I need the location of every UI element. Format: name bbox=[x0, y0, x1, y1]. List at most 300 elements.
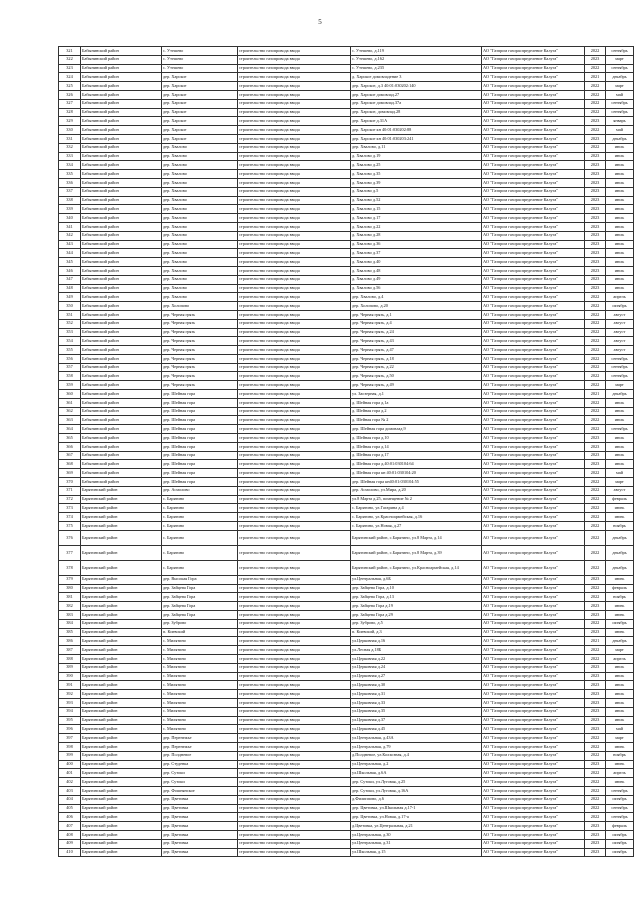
month-cell: июль bbox=[606, 231, 634, 240]
table-row bbox=[59, 584, 634, 593]
organization-cell: АО "Газпром газораспределение Калуга" bbox=[482, 504, 585, 513]
row-number-cell: 334 bbox=[59, 161, 81, 170]
settlement-cell: дер. Цветовка bbox=[162, 839, 238, 848]
organization-cell: АО "Газпром газораспределение Калуга" bbox=[482, 760, 585, 769]
work-type-cell: строительство газопровода ввода bbox=[238, 545, 351, 560]
year-cell: 2023 bbox=[585, 178, 606, 187]
organization-cell: АО "Газпром газораспределение Калуга" bbox=[482, 593, 585, 602]
district-cell: Барятинский район bbox=[81, 545, 162, 560]
district-cell: Бабынинский район bbox=[81, 434, 162, 443]
row-number-cell: 405 bbox=[59, 804, 81, 813]
row-number-cell: 376 bbox=[59, 530, 81, 545]
work-type-cell: строительство газопровода ввода bbox=[238, 64, 351, 73]
address-cell: дер. Черная грязь, д.43 bbox=[351, 337, 482, 346]
month-cell: июль bbox=[606, 152, 634, 161]
month-cell: сентябрь bbox=[606, 372, 634, 381]
row-number-cell: 400 bbox=[59, 760, 81, 769]
year-cell: 2023 bbox=[585, 134, 606, 143]
address-cell: дер. Черная грязь, д.47 bbox=[351, 346, 482, 355]
organization-cell: АО "Газпром газораспределение Калуга" bbox=[482, 319, 585, 328]
address-cell: дер. Харское, д.3 40:01:030202:140 bbox=[351, 82, 482, 91]
year-cell: 2022 bbox=[585, 293, 606, 302]
table-row bbox=[59, 451, 634, 460]
year-cell: 2023 bbox=[585, 187, 606, 196]
table-row bbox=[59, 545, 634, 560]
district-cell: Бабынинский район bbox=[81, 460, 162, 469]
district-cell: Барятинский район bbox=[81, 575, 162, 584]
work-type-cell: строительство газопровода ввода bbox=[238, 575, 351, 584]
work-type-cell: строительство газопровода ввода bbox=[238, 742, 351, 751]
district-cell: Барятинский район bbox=[81, 522, 162, 531]
month-cell: март bbox=[606, 381, 634, 390]
organization-cell: АО "Газпром газораспределение Калуга" bbox=[482, 170, 585, 179]
district-cell: Барятинский район bbox=[81, 769, 162, 778]
year-cell: 2022 bbox=[585, 522, 606, 531]
district-cell: Барятинский район bbox=[81, 751, 162, 760]
address-cell: ул.Церковная д.30 bbox=[351, 681, 482, 690]
address-cell: д. Хвалово д.28 bbox=[351, 231, 482, 240]
district-cell: Бабынинский район bbox=[81, 319, 162, 328]
row-number-cell: 324 bbox=[59, 73, 81, 82]
settlement-cell: с. Барятино bbox=[162, 522, 238, 531]
district-cell: Барятинский район bbox=[81, 681, 162, 690]
row-number-cell: 394 bbox=[59, 707, 81, 716]
month-cell: июнь bbox=[606, 602, 634, 611]
row-number-cell: 372 bbox=[59, 495, 81, 504]
work-type-cell: строительство газопровода ввода bbox=[238, 495, 351, 504]
district-cell: Бабынинский район bbox=[81, 205, 162, 214]
work-type-cell: строительство газопровода ввода bbox=[238, 143, 351, 152]
work-type-cell: строительство газопровода ввода bbox=[238, 778, 351, 787]
address-cell: д. Хвалово д.19 bbox=[351, 152, 482, 161]
work-type-cell: строительство газопровода ввода bbox=[238, 319, 351, 328]
table-row bbox=[59, 637, 634, 646]
district-cell: Барятинский район bbox=[81, 734, 162, 743]
row-number-cell: 363 bbox=[59, 416, 81, 425]
table-row bbox=[59, 804, 634, 813]
work-type-cell: строительство газопровода ввода bbox=[238, 442, 351, 451]
organization-cell: АО "Газпром газораспределение Калуга" bbox=[482, 672, 585, 681]
year-cell: 2023 bbox=[585, 681, 606, 690]
organization-cell: АО "Газпром газораспределение Калуга" bbox=[482, 637, 585, 646]
district-cell: Барятинский район bbox=[81, 504, 162, 513]
month-cell: август bbox=[606, 486, 634, 495]
year-cell: 2022 bbox=[585, 90, 606, 99]
district-cell: Бабынинский район bbox=[81, 337, 162, 346]
organization-cell: АО "Газпром газораспределение Калуга" bbox=[482, 161, 585, 170]
address-cell: ул.Центральная, д.2 bbox=[351, 760, 482, 769]
organization-cell: АО "Газпром газораспределение Калуга" bbox=[482, 407, 585, 416]
year-cell: 2023 bbox=[585, 434, 606, 443]
month-cell: февраль bbox=[606, 584, 634, 593]
month-cell: декабрь bbox=[606, 390, 634, 399]
year-cell: 2022 bbox=[585, 310, 606, 319]
table-row bbox=[59, 504, 634, 513]
organization-cell: АО "Газпром газораспределение Калуга" bbox=[482, 813, 585, 822]
row-number-cell: 325 bbox=[59, 82, 81, 91]
row-number-cell: 364 bbox=[59, 425, 81, 434]
table-row bbox=[59, 319, 634, 328]
row-number-cell: 340 bbox=[59, 214, 81, 223]
address-cell: ул.Центральная, д.30 bbox=[351, 830, 482, 839]
settlement-cell: дер. Хвалово bbox=[162, 152, 238, 161]
month-cell: октябрь bbox=[606, 839, 634, 848]
year-cell: 2023 bbox=[585, 249, 606, 258]
table-row bbox=[59, 152, 634, 161]
year-cell: 2023 bbox=[585, 830, 606, 839]
year-cell: 2022 bbox=[585, 486, 606, 495]
table-row bbox=[59, 381, 634, 390]
district-cell: Бабынинский район bbox=[81, 214, 162, 223]
organization-cell: АО "Газпром газораспределение Калуга" bbox=[482, 628, 585, 637]
settlement-cell: с. Барятино bbox=[162, 504, 238, 513]
district-cell: Бабынинский район bbox=[81, 258, 162, 267]
address-cell: дер. Зайцева Гора, д.10 bbox=[351, 584, 482, 593]
organization-cell: АО "Газпром газораспределение Калуга" bbox=[482, 187, 585, 196]
row-number-cell: 403 bbox=[59, 786, 81, 795]
month-cell: ноябрь bbox=[606, 751, 634, 760]
work-type-cell: строительство газопровода ввода bbox=[238, 530, 351, 545]
address-cell: д. Хвалово д.40 bbox=[351, 258, 482, 267]
month-cell: июль bbox=[606, 434, 634, 443]
year-cell: 2021 bbox=[585, 73, 606, 82]
address-cell: д. Хвалово д.17 bbox=[351, 214, 482, 223]
organization-cell: АО "Газпром газораспределение Калуга" bbox=[482, 416, 585, 425]
month-cell: июль bbox=[606, 161, 634, 170]
district-cell: Бабынинский район bbox=[81, 372, 162, 381]
settlement-cell: дер. Черная грязь bbox=[162, 337, 238, 346]
settlement-cell: дер. Хвалово bbox=[162, 249, 238, 258]
address-cell: с. Барятино, ул.Новая, д.27 bbox=[351, 522, 482, 531]
settlement-cell: дер. Черная грязь bbox=[162, 354, 238, 363]
address-cell: дер. Зуброво, д.5 bbox=[351, 619, 482, 628]
year-cell: 2023 bbox=[585, 275, 606, 284]
row-number-cell: 378 bbox=[59, 560, 81, 575]
month-cell: ноябрь bbox=[606, 522, 634, 531]
month-cell: июнь bbox=[606, 778, 634, 787]
year-cell: 2023 bbox=[585, 170, 606, 179]
organization-cell: АО "Газпром газораспределение Калуга" bbox=[482, 734, 585, 743]
district-cell: Барятинский район bbox=[81, 760, 162, 769]
month-cell: июнь bbox=[606, 760, 634, 769]
organization-cell: АО "Газпром газораспределение Калуга" bbox=[482, 178, 585, 187]
year-cell: 2023 bbox=[585, 716, 606, 725]
address-cell: дер. Сутоки, ул.Луговая, д.16А bbox=[351, 786, 482, 795]
table-row bbox=[59, 372, 634, 381]
work-type-cell: строительство газопровода ввода bbox=[238, 602, 351, 611]
address-cell: д. Хвалово д.56 bbox=[351, 284, 482, 293]
work-type-cell: строительство газопровода ввода bbox=[238, 698, 351, 707]
settlement-cell: дер. Хвалово bbox=[162, 178, 238, 187]
table-row bbox=[59, 575, 634, 584]
address-cell: дер. Зайцева Гора д.19 bbox=[351, 602, 482, 611]
work-type-cell: строительство газопровода ввода bbox=[238, 830, 351, 839]
settlement-cell: дер. Зайцева Гора bbox=[162, 593, 238, 602]
address-cell: д. Хвалово д.22 bbox=[351, 222, 482, 231]
year-cell: 2022 bbox=[585, 346, 606, 355]
work-type-cell: строительство газопровода ввода bbox=[238, 337, 351, 346]
settlement-cell: с. Милятино bbox=[162, 725, 238, 734]
month-cell: июль bbox=[606, 663, 634, 672]
row-number-cell: 355 bbox=[59, 346, 81, 355]
settlement-cell: дер. Черная грязь bbox=[162, 310, 238, 319]
month-cell: февраль bbox=[606, 822, 634, 831]
settlement-cell: дер. Шейная гора bbox=[162, 390, 238, 399]
work-type-cell: строительство газопровода ввода bbox=[238, 310, 351, 319]
work-type-cell: строительство газопровода ввода bbox=[238, 425, 351, 434]
settlement-cell: с. Милятино bbox=[162, 637, 238, 646]
work-type-cell: строительство газопровода ввода bbox=[238, 196, 351, 205]
month-cell: сентябрь bbox=[606, 813, 634, 822]
address-cell: дер. Харское кн 40:01:030203:241 bbox=[351, 134, 482, 143]
district-cell: Бабынинский район bbox=[81, 284, 162, 293]
month-cell: май bbox=[606, 725, 634, 734]
month-cell: сентябрь bbox=[606, 108, 634, 117]
settlement-cell: дер. Хвалово bbox=[162, 293, 238, 302]
row-number-cell: 327 bbox=[59, 99, 81, 108]
settlement-cell: дер. Хвалово bbox=[162, 161, 238, 170]
organization-cell: АО "Газпром газораспределение Калуга" bbox=[482, 434, 585, 443]
table-row bbox=[59, 813, 634, 822]
address-cell: с. Барятино, ул.Красноармейская, д.16 bbox=[351, 513, 482, 522]
district-cell: Барятинский район bbox=[81, 707, 162, 716]
district-cell: Бабынинский район bbox=[81, 64, 162, 73]
month-cell: июнь bbox=[606, 575, 634, 584]
work-type-cell: строительство газопровода ввода bbox=[238, 637, 351, 646]
address-cell: дер. Харское домовлад.37а bbox=[351, 99, 482, 108]
settlement-cell: дер. Харское bbox=[162, 73, 238, 82]
work-type-cell: строительство газопровода ввода bbox=[238, 504, 351, 513]
year-cell: 2022 bbox=[585, 47, 606, 56]
row-number-cell: 399 bbox=[59, 751, 81, 760]
work-type-cell: строительство газопровода ввода bbox=[238, 663, 351, 672]
work-type-cell: строительство газопровода ввода bbox=[238, 655, 351, 664]
work-type-cell: строительство газопровода ввода bbox=[238, 672, 351, 681]
year-cell: 2023 bbox=[585, 725, 606, 734]
month-cell: август bbox=[606, 337, 634, 346]
work-type-cell: строительство газопровода ввода bbox=[238, 170, 351, 179]
row-number-cell: 398 bbox=[59, 742, 81, 751]
organization-cell: АО "Газпром газораспределение Калуга" bbox=[482, 363, 585, 372]
settlement-cell: с. Барятино bbox=[162, 545, 238, 560]
table-row bbox=[59, 284, 634, 293]
district-cell: Бабынинский район bbox=[81, 354, 162, 363]
district-cell: Барятинский район bbox=[81, 778, 162, 787]
address-cell: дер. Черная грязь, д.50 bbox=[351, 372, 482, 381]
district-cell: Бабынинский район bbox=[81, 416, 162, 425]
month-cell: декабрь bbox=[606, 545, 634, 560]
month-cell: август bbox=[606, 328, 634, 337]
organization-cell: АО "Газпром газораспределение Калуга" bbox=[482, 716, 585, 725]
organization-cell: АО "Газпром газораспределение Калуга" bbox=[482, 778, 585, 787]
address-cell: д.Полдневое, ул.Колхозная, д.4 bbox=[351, 751, 482, 760]
settlement-cell: дер. Шейная гора bbox=[162, 469, 238, 478]
row-number-cell: 361 bbox=[59, 398, 81, 407]
row-number-cell: 385 bbox=[59, 628, 81, 637]
row-number-cell: 375 bbox=[59, 522, 81, 531]
work-type-cell: строительство газопровода ввода bbox=[238, 593, 351, 602]
address-cell: дер. Харское домовлад.27 bbox=[351, 90, 482, 99]
district-cell: Барятинский район bbox=[81, 530, 162, 545]
year-cell: 2023 bbox=[585, 222, 606, 231]
table-row bbox=[59, 214, 634, 223]
year-cell: 2022 bbox=[585, 786, 606, 795]
month-cell: июль bbox=[606, 407, 634, 416]
address-cell: Барятинский район, с.Барятино, ул.8 Марта, д.14 bbox=[351, 530, 482, 545]
settlement-cell: дер. Хвалово bbox=[162, 222, 238, 231]
month-cell: декабрь bbox=[606, 134, 634, 143]
settlement-cell: дер. Шейная гора bbox=[162, 407, 238, 416]
row-number-cell: 356 bbox=[59, 354, 81, 363]
organization-cell: АО "Газпром газораспределение Калуга" bbox=[482, 804, 585, 813]
table-row bbox=[59, 398, 634, 407]
table-row bbox=[59, 646, 634, 655]
settlement-cell: дер. Шейная гора bbox=[162, 451, 238, 460]
settlement-cell: дер. Шейная гора bbox=[162, 398, 238, 407]
table-row bbox=[59, 611, 634, 620]
row-number-cell: 402 bbox=[59, 778, 81, 787]
work-type-cell: строительство газопровода ввода bbox=[238, 231, 351, 240]
work-type-cell: строительство газопровода ввода bbox=[238, 55, 351, 64]
table-row bbox=[59, 126, 634, 135]
work-type-cell: строительство газопровода ввода bbox=[238, 486, 351, 495]
year-cell: 2022 bbox=[585, 584, 606, 593]
settlement-cell: с. Милятино bbox=[162, 663, 238, 672]
work-type-cell: строительство газопровода ввода bbox=[238, 469, 351, 478]
month-cell: июль bbox=[606, 258, 634, 267]
row-number-cell: 373 bbox=[59, 504, 81, 513]
year-cell: 2022 bbox=[585, 495, 606, 504]
month-cell: октябрь bbox=[606, 795, 634, 804]
year-cell: 2023 bbox=[585, 848, 606, 857]
settlement-cell: дер. Зуброво bbox=[162, 619, 238, 628]
row-number-cell: 346 bbox=[59, 266, 81, 275]
settlement-cell: дер. Харское bbox=[162, 90, 238, 99]
address-cell: д.Цветовка, ул.Центральная, д.21 bbox=[351, 822, 482, 831]
organization-cell: АО "Газпром газораспределение Калуга" bbox=[482, 460, 585, 469]
year-cell: 2022 bbox=[585, 108, 606, 117]
organization-cell: АО "Газпром газораспределение Калуга" bbox=[482, 143, 585, 152]
organization-cell: АО "Газпром газораспределение Калуга" bbox=[482, 47, 585, 56]
settlement-cell: с. Милятино bbox=[162, 698, 238, 707]
organization-cell: АО "Газпром газораспределение Калуга" bbox=[482, 134, 585, 143]
month-cell: июль bbox=[606, 398, 634, 407]
settlement-cell: дер. Шейная гора bbox=[162, 460, 238, 469]
address-cell: дер. Харское кн 40:01:030202:88 bbox=[351, 126, 482, 135]
settlement-cell: дер. Черная грязь bbox=[162, 319, 238, 328]
table-row bbox=[59, 170, 634, 179]
district-cell: Бабынинский район bbox=[81, 108, 162, 117]
month-cell: июль bbox=[606, 716, 634, 725]
organization-cell: АО "Газпром газораспределение Калуга" bbox=[482, 90, 585, 99]
organization-cell: АО "Газпром газораспределение Калуга" bbox=[482, 214, 585, 223]
month-cell: июль bbox=[606, 284, 634, 293]
work-type-cell: строительство газопровода ввода bbox=[238, 813, 351, 822]
organization-cell: АО "Газпром газораспределение Калуга" bbox=[482, 258, 585, 267]
row-number-cell: 388 bbox=[59, 655, 81, 664]
table-row bbox=[59, 434, 634, 443]
organization-cell: АО "Газпром газораспределение Калуга" bbox=[482, 681, 585, 690]
work-type-cell: строительство газопровода ввода bbox=[238, 646, 351, 655]
table-row bbox=[59, 795, 634, 804]
table-row bbox=[59, 690, 634, 699]
organization-cell: АО "Газпром газораспределение Калуга" bbox=[482, 513, 585, 522]
table-row bbox=[59, 293, 634, 302]
district-cell: Бабынинский район bbox=[81, 469, 162, 478]
organization-cell: АО "Газпром газораспределение Калуга" bbox=[482, 346, 585, 355]
month-cell: апрель bbox=[606, 293, 634, 302]
work-type-cell: строительство газопровода ввода bbox=[238, 47, 351, 56]
district-cell: Бабынинский район bbox=[81, 187, 162, 196]
organization-cell: АО "Газпром газораспределение Калуга" bbox=[482, 337, 585, 346]
organization-cell: АО "Газпром газораспределение Калуга" bbox=[482, 830, 585, 839]
year-cell: 2023 bbox=[585, 284, 606, 293]
row-number-cell: 407 bbox=[59, 822, 81, 831]
table-row bbox=[59, 442, 634, 451]
work-type-cell: строительство газопровода ввода bbox=[238, 611, 351, 620]
address-cell: д. Харское домовладение 3 bbox=[351, 73, 482, 82]
settlement-cell: дер. Шейная гора bbox=[162, 425, 238, 434]
district-cell: Барятинский район bbox=[81, 830, 162, 839]
address-cell: ул.Церковная д.35 bbox=[351, 707, 482, 716]
organization-cell: АО "Газпром газораспределение Калуга" bbox=[482, 584, 585, 593]
year-cell: 2022 bbox=[585, 742, 606, 751]
district-cell: Барятинский район bbox=[81, 690, 162, 699]
year-cell: 2022 bbox=[585, 381, 606, 390]
settlement-cell: дер. Шейная гора bbox=[162, 416, 238, 425]
district-cell: Бабынинский район bbox=[81, 117, 162, 126]
row-number-cell: 332 bbox=[59, 143, 81, 152]
district-cell: Бабынинский район bbox=[81, 381, 162, 390]
district-cell: Барятинский район bbox=[81, 848, 162, 857]
district-cell: Бабынинский район bbox=[81, 240, 162, 249]
row-number-cell: 329 bbox=[59, 117, 81, 126]
work-type-cell: строительство газопровода ввода bbox=[238, 302, 351, 311]
gas-pipeline-table bbox=[58, 46, 634, 857]
row-number-cell: 369 bbox=[59, 469, 81, 478]
month-cell: июль bbox=[606, 196, 634, 205]
month-cell: июль bbox=[606, 214, 634, 223]
settlement-cell: дер. Зайцева Гора bbox=[162, 602, 238, 611]
district-cell: Барятинский район bbox=[81, 663, 162, 672]
district-cell: Бабынинский район bbox=[81, 47, 162, 56]
district-cell: Барятинский район bbox=[81, 786, 162, 795]
work-type-cell: строительство газопровода ввода bbox=[238, 848, 351, 857]
settlement-cell: с. Милятино bbox=[162, 707, 238, 716]
work-type-cell: строительство газопровода ввода bbox=[238, 707, 351, 716]
year-cell: 2023 bbox=[585, 240, 606, 249]
organization-cell: АО "Газпром газораспределение Калуга" bbox=[482, 451, 585, 460]
row-number-cell: 360 bbox=[59, 390, 81, 399]
year-cell: 2022 bbox=[585, 655, 606, 664]
address-cell: ул.Церковная д.45 bbox=[351, 725, 482, 734]
settlement-cell: дер. Харское bbox=[162, 117, 238, 126]
settlement-cell: дер. Высокая Гора bbox=[162, 575, 238, 584]
year-cell: 2022 bbox=[585, 545, 606, 560]
district-cell: Барятинский район bbox=[81, 822, 162, 831]
table-row bbox=[59, 73, 634, 82]
organization-cell: АО "Газпром газораспределение Калуга" bbox=[482, 707, 585, 716]
table-row bbox=[59, 734, 634, 743]
organization-cell: АО "Газпром газораспределение Калуга" bbox=[482, 751, 585, 760]
year-cell: 2022 bbox=[585, 319, 606, 328]
year-cell: 2023 bbox=[585, 822, 606, 831]
settlement-cell: дер. Шейная гора bbox=[162, 434, 238, 443]
year-cell: 2023 bbox=[585, 442, 606, 451]
work-type-cell: строительство газопровода ввода bbox=[238, 760, 351, 769]
organization-cell: АО "Газпром газораспределение Калуга" bbox=[482, 231, 585, 240]
year-cell: 2023 bbox=[585, 611, 606, 620]
